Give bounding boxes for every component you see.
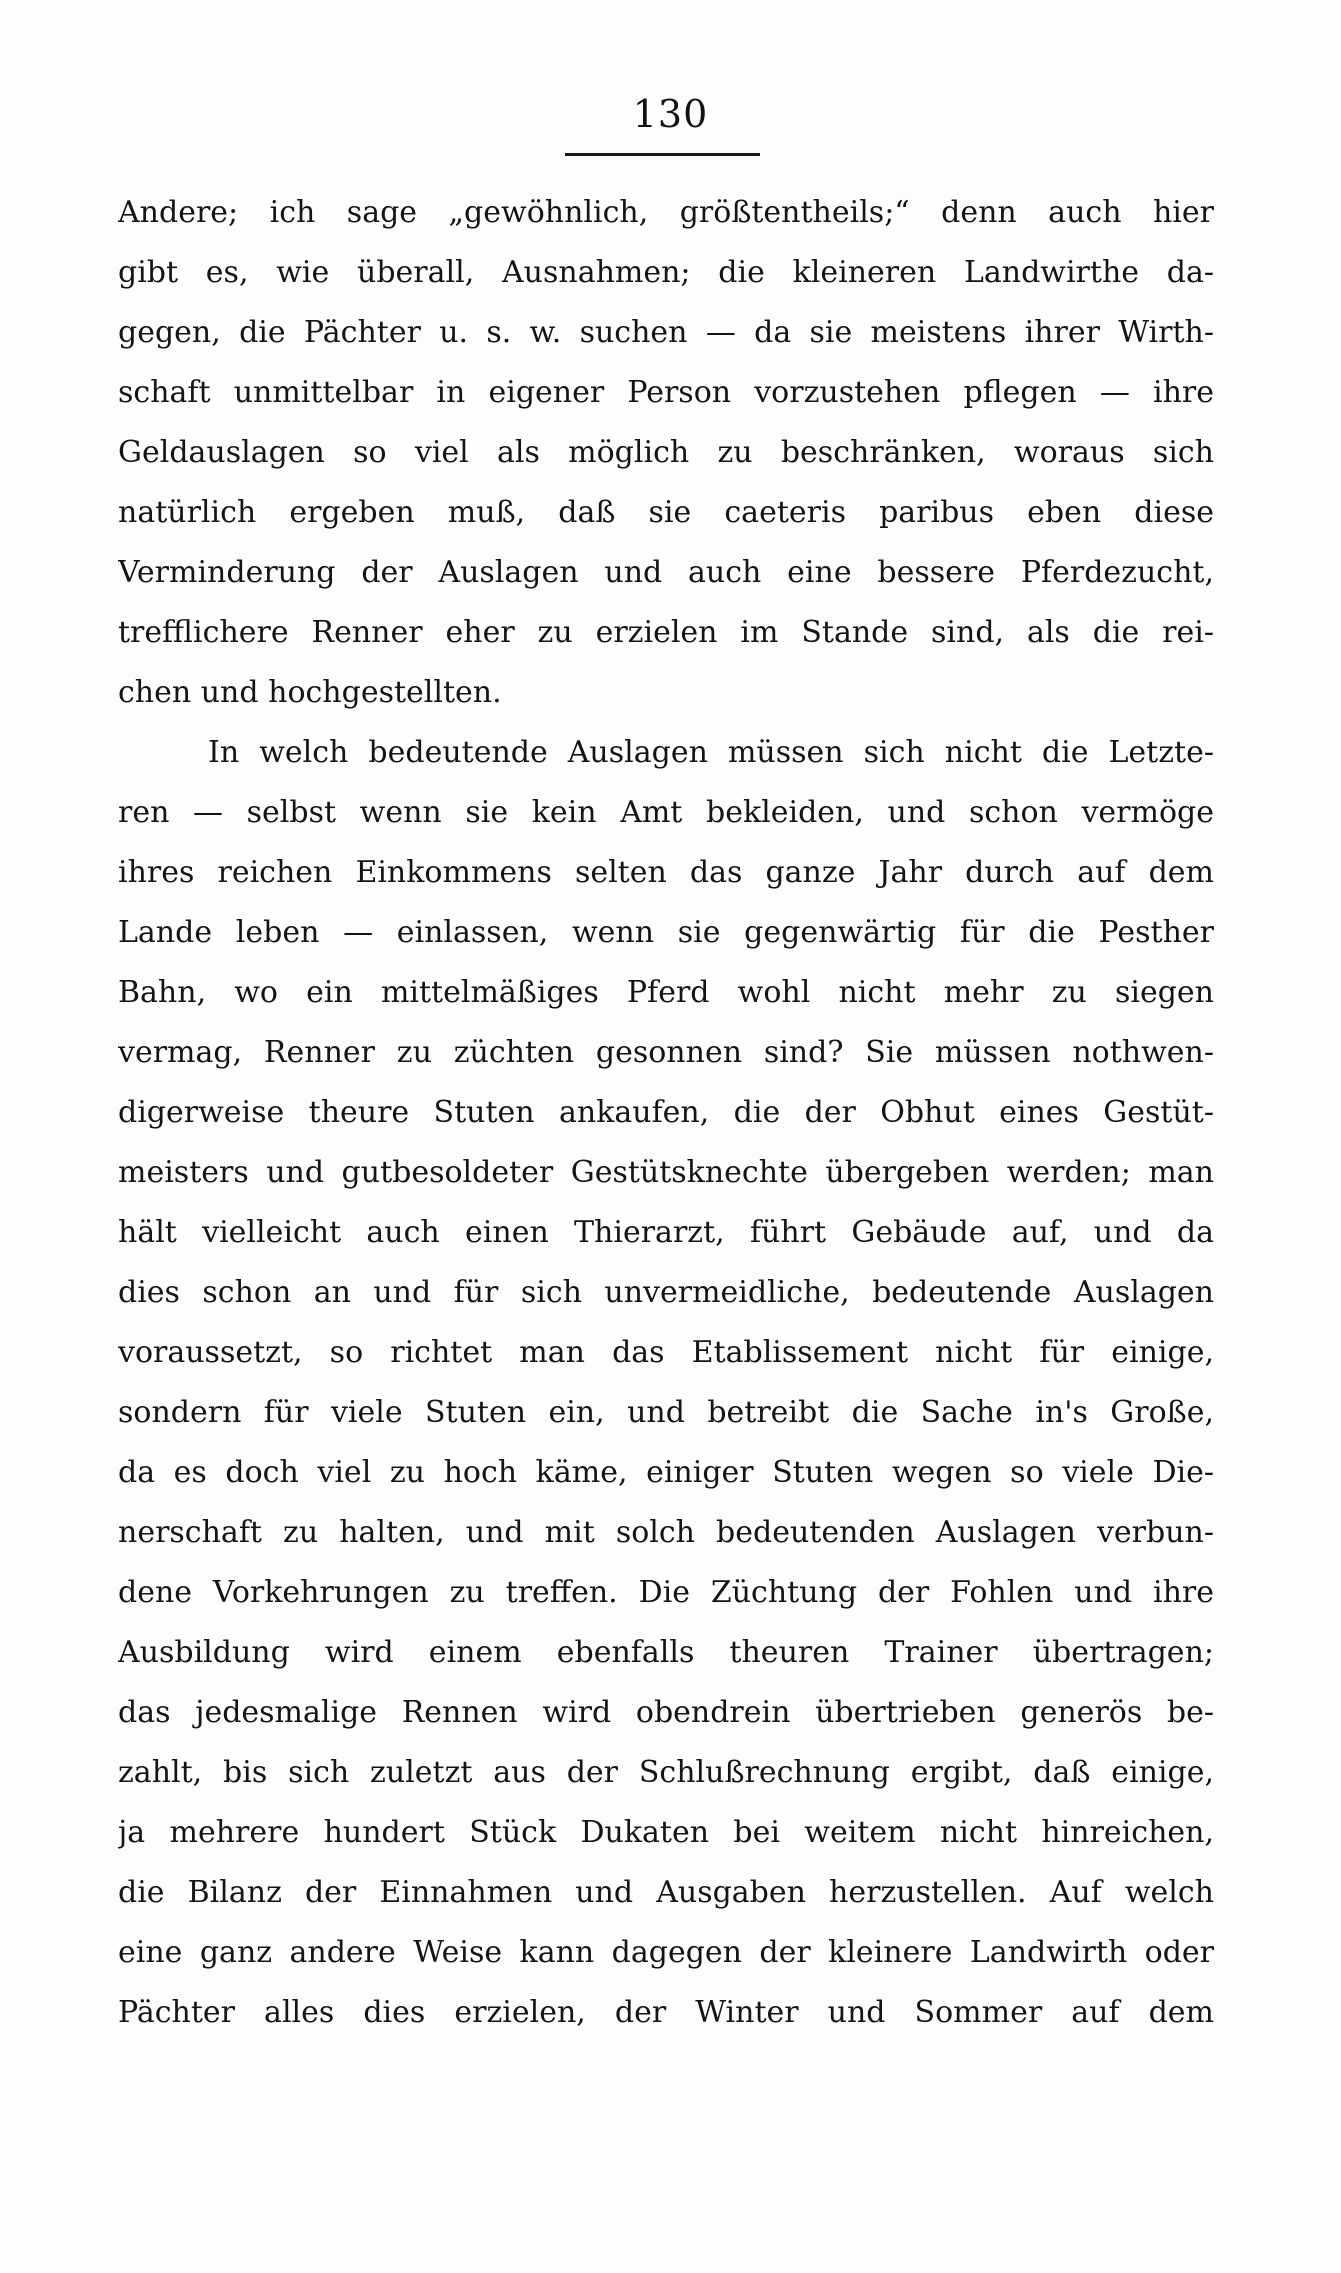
text-line: meisters und gutbesoldeter Gestütsknechte übergeben werden; man	[118, 1155, 1214, 1190]
text-line: gibt es, wie überall, Ausnahmen; die kleineren Landwirthe da-	[118, 255, 1214, 290]
text-line: sondern für viele Stuten ein, und betreibt die Sache in's Große,	[118, 1395, 1214, 1430]
text-line: Verminderung der Auslagen und auch eine bessere Pferdezucht,	[118, 555, 1214, 590]
text-line: natürlich ergeben muß, daß sie caeteris paribus eben diese	[118, 495, 1214, 530]
text-line: Bahn, wo ein mittelmäßiges Pferd wohl nicht mehr zu siegen	[118, 975, 1214, 1010]
body-text	[118, 183, 1214, 2043]
text-line: Andere; ich sage „gewöhnlich, größtentheils;“ denn auch hier	[118, 195, 1214, 230]
text-line: zahlt, bis sich zuletzt aus der Schlußrechnung ergibt, daß einige,	[118, 1755, 1214, 1790]
text-line: In welch bedeutende Auslagen müssen sich nicht die Letzte-	[208, 735, 1214, 770]
header-rule	[565, 153, 760, 156]
text-line: schaft unmittelbar in eigener Person vorzustehen pflegen — ihre	[118, 375, 1214, 410]
text-line: hält vielleicht auch einen Thierarzt, führt Gebäude auf, und da	[118, 1215, 1214, 1250]
text-line: dene Vorkehrungen zu treffen. Die Züchtung der Fohlen und ihre	[118, 1575, 1214, 1610]
paragraph-2	[118, 723, 1214, 2043]
text-line: ja mehrere hundert Stück Dukaten bei weitem nicht hinreichen,	[118, 1815, 1214, 1850]
text-line: gegen, die Pächter u. s. w. suchen — da sie meistens ihrer Wirth-	[118, 315, 1214, 350]
text-line: Geldauslagen so viel als möglich zu beschränken, woraus sich	[118, 435, 1214, 470]
text-line: dies schon an und für sich unvermeidliche, bedeutende Auslagen	[118, 1275, 1214, 1310]
paragraph-1	[118, 183, 1214, 723]
text-line: ihres reichen Einkommens selten das ganze Jahr durch auf dem	[118, 855, 1214, 890]
text-line: digerweise theure Stuten ankaufen, die der Obhut eines Gestüt-	[118, 1095, 1214, 1130]
text-line: Ausbildung wird einem ebenfalls theuren Trainer übertragen;	[118, 1635, 1214, 1670]
text-line: das jedesmalige Rennen wird obendrein übertrieben generös be-	[118, 1695, 1214, 1730]
text-line: ren — selbst wenn sie kein Amt bekleiden, und schon vermöge	[118, 795, 1214, 830]
text-line: eine ganz andere Weise kann dagegen der kleinere Landwirth oder	[118, 1935, 1214, 1970]
text-line: die Bilanz der Einnahmen und Ausgaben herzustellen. Auf welch	[118, 1875, 1214, 1910]
text-line: chen und hochgestellten.	[118, 675, 502, 710]
text-line: da es doch viel zu hoch käme, einiger Stuten wegen so viele Die-	[118, 1455, 1214, 1490]
text-line: nerschaft zu halten, und mit solch bedeutenden Auslagen verbun-	[118, 1515, 1214, 1550]
page-number: 130	[632, 92, 709, 136]
text-line: vermag, Renner zu züchten gesonnen sind? Sie müssen nothwen-	[118, 1035, 1214, 1070]
text-line: trefflichere Renner eher zu erzielen im Stande sind, als die rei-	[118, 615, 1214, 650]
text-line: voraussetzt, so richtet man das Etablissement nicht für einige,	[118, 1335, 1214, 1370]
text-line: Lande leben — einlassen, wenn sie gegenwärtig für die Pesther	[118, 915, 1214, 950]
text-line: Pächter alles dies erzielen, der Winter und Sommer auf dem	[118, 1995, 1214, 2030]
